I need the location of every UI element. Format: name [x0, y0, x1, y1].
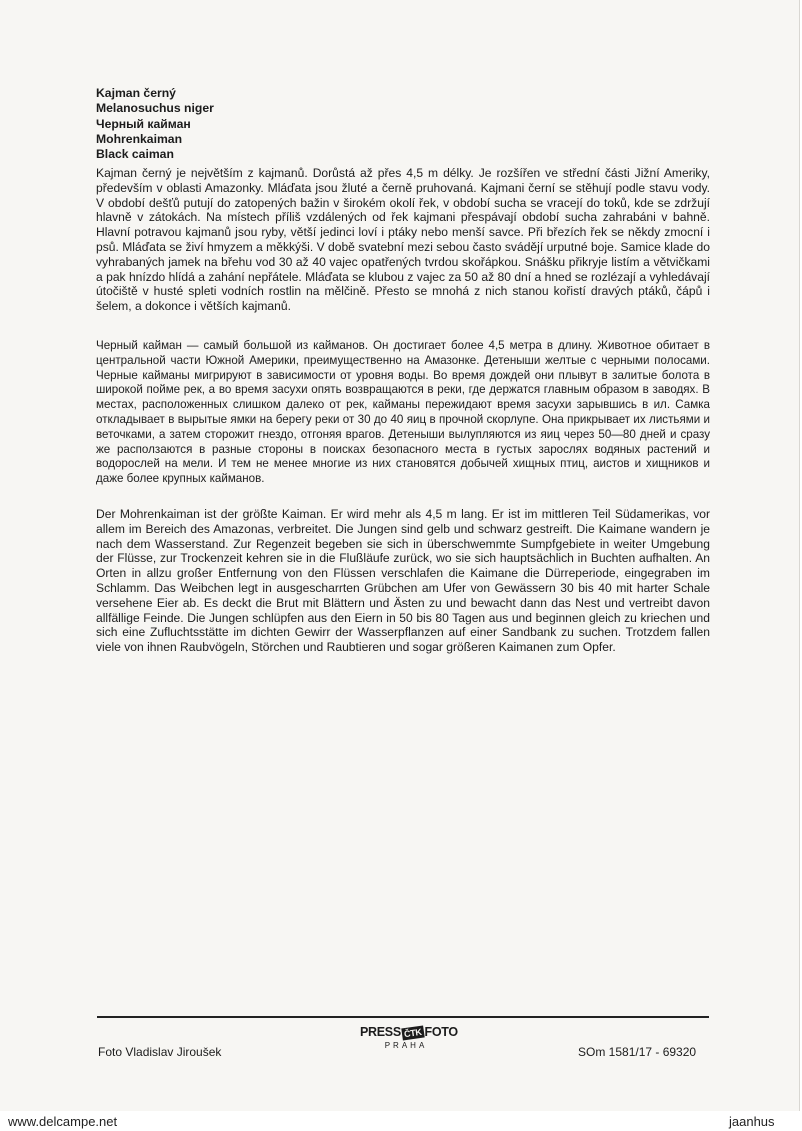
paragraph-czech: Kajman černý je největším z kajmanů. Dorůstá až přes 4,5 m délky. Je rozšířen ve střední části Jižní Ameriky, především v oblasti Amazonky. Mláďata jsou žluté a černě pruhovaná. Kajmani černí se stěhují podle stavu vody. V období dešťů putují do zatopených bažin v širokém okolí řek, v období sucha se vracejí do toků, kde se zdržují hlavně v zátokách. Na místech příliš vzdálených od řek kajmani přespávají období sucha zahrabáni v bahně. Hlavní potravou kajmanů jsou ryby, větší jedinci loví i ptáky nebo menší savce. Při březích řek se někdy zmocní i psů. Mláďata se živí hmyzem a měkkýši. V době svatební mezi sebou často svádějí urputné boje. Samice klade do vyhrabaných jamek na břehu vod 30 až 40 vajec opatřených tvrdou skořápkou. Snášku přikryje listím a větvičkami a pak hnízdo hlídá a zahání nepřátele. Mláďata se klubou z vajec za 50 až 80 dní a hned se rozlézají a vyhledávají útočiště v husté spleti vodních rostlin na mělčině. Přesto se mnohá z nich stanou kořistí dravých ptáků, čápů i šelem, a dokonce i větších kajmanů. [96, 166, 710, 314]
photo-credit: Foto Vladislav Jiroušek [98, 1045, 222, 1059]
title-czech: Kajman černý [96, 86, 176, 100]
title-english: Black caiman [96, 147, 174, 162]
title-latin: Melanosuchus niger [96, 101, 214, 116]
logo-right: FOTO [424, 1025, 458, 1039]
logo-city: PRAHA [384, 1041, 428, 1050]
watermark-right: jaanhus [729, 1114, 775, 1129]
logo-wordmark [360, 1024, 458, 1040]
paragraph-german: Der Mohrenkaiman ist der größte Kaiman. Er wird mehr als 4,5 m lang. Er ist im mittleren Teil Südamerikas, vor allem im Bereich des Amazonas, verbreitet. Die Jungen sind gelb und schwarz gestreift. Die Kaimane wandern je nach dem Wasserstand. Zur Regenzeit begeben sie sich in überschwemmte Sumpfgebiete in weiter Umgebung der Flüsse, zur Trockenzeit kehren sie in die Flußläufe zurück, wo sie sich hauptsächlich in Buchten aufhalten. An Orten in allzu großer Entfernung von den Flüssen verschlafen die Kaimane die Dürreperiode, eingegraben im Schlamm. Das Weibchen legt in ausgescharrten Grübchen am Ufer von Gewässern 30 bis 40 mit harter Schale versehene Eier ab. Es deckt die Brut mit Blättern und Ästen zu und bewacht dann das Nest und vertreibt davon allfällige Feinde. Die Jungen schlüpfen aus den Eiern in 50 bis 80 Tagen aus und beginnen gleich zu kriechen und sich eine Zufluchtsstätte im dichten Gewirr der Wasserpflanzen auf einer Sandbank zu suchen. Trotzdem fallen viele von ihnen Raubvögeln, Störchen und Raubtieren und sogar größeren Kaimanen zum Opfer. [96, 507, 710, 655]
title-russian: Черный кайман [96, 116, 191, 131]
paragraph-russian: Черный кайман — самый большой из кайманов. Он достигает более 4,5 метра в длину. Животное обитает в центральной части Южной Америки, преимущественно на Амазонке. Детеныши желтые с черными полосами. Черные кайманы мигрируют в зависимости от уровня воды. Во время дождей они плывут в залитые болота в широкой пойме рек, а во время засухи опять возвращаются в реки, где держатся главным образом в заводях. В местах, расположенных слишком далеко от рек, кайманы пережидают время засухи зарывшись в ил. Самка откладывает в вырытые ямки на берегу реки от 30 до 40 яиц в прочной скорлупе. Она прикрывает их листьями и веточками, а затем сторожит гнездо, отгоняя врагов. Детеныши вылупляются из яиц через 50—80 дней и сразу же расползаются в разные стороны в поисках безопасного места в густых зарослях водяных растений и водорослей на мели. И тем не менее многие из них становятся добычей хищных птиц, аистов и хищников и даже более крупных кайманов. [96, 339, 710, 486]
title-german: Mohrenkaiman [96, 131, 183, 146]
logo-left: PRESS [360, 1025, 401, 1039]
press-foto-logo [360, 1024, 458, 1052]
catalog-number: SOm 1581/17 - 69320 [578, 1045, 697, 1059]
watermark-strip [0, 1111, 802, 1131]
footer-divider [97, 1016, 709, 1018]
logo-ctk-badge: ČTK [401, 1026, 424, 1041]
watermark-left: www.delcampe.net [8, 1114, 118, 1129]
species-titles [96, 86, 214, 162]
